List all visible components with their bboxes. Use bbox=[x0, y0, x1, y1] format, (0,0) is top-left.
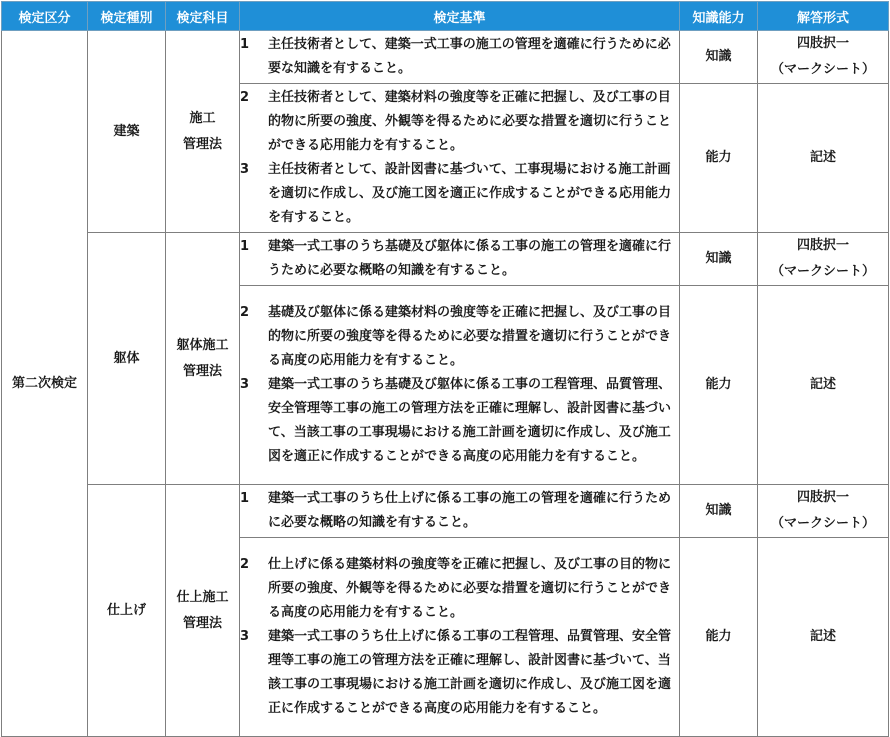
subject-line: 躯体施工 bbox=[176, 337, 229, 353]
subject-cell bbox=[166, 485, 240, 737]
format-line: 四肢択一 bbox=[796, 238, 849, 253]
criterion-number: 1 bbox=[240, 37, 250, 52]
format-cell bbox=[758, 485, 889, 538]
header-row bbox=[2, 2, 889, 31]
criterion-number: 1 bbox=[240, 491, 250, 506]
format-cell bbox=[758, 233, 889, 286]
table-row bbox=[2, 31, 889, 84]
criterion-number: 2 bbox=[240, 305, 250, 320]
format-cell bbox=[758, 31, 889, 84]
table-row bbox=[2, 485, 889, 538]
criterion-text: 主任技術者として、設計図書に基づいて、工事現場における施工計画を適切に作成し、及び施工図を適正に作成することができる応用能力を有すること。 bbox=[268, 162, 672, 225]
format-line: 記述 bbox=[809, 150, 836, 165]
criterion-item bbox=[240, 625, 679, 721]
table-row bbox=[2, 233, 889, 286]
subject-cell bbox=[166, 31, 240, 233]
header-subject: 検定科目 bbox=[166, 2, 240, 31]
criterion-text: 建築一式工事のうち仕上げに係る工事の施工の管理を適確に行うために必要な概略の知識を有すること。 bbox=[268, 491, 672, 530]
criterion-item bbox=[240, 301, 679, 373]
criterion-text: 基礎及び躯体に係る建築材料の強度等を正確に把握し、及び工事の目的物に所要の強度等を得るために必要な措置を適切に行うことができる高度の応用能力を有すること。 bbox=[268, 305, 672, 368]
division-cell: 第二次検定 bbox=[2, 31, 88, 737]
criteria-cell bbox=[240, 31, 680, 84]
ability-cell: 知識 bbox=[680, 485, 758, 538]
criterion-number: 1 bbox=[240, 239, 250, 254]
criteria-cell bbox=[240, 286, 680, 485]
ability-cell: 能力 bbox=[680, 84, 758, 233]
subject-line: 施工 bbox=[189, 110, 216, 126]
format-line: 記述 bbox=[809, 377, 836, 392]
criterion-text: 主任技術者として、建築材料の強度等を正確に把握し、及び工事の目的物に所要の強度、外観等を得るために必要な措置を適切に行うことができる応用能力を有すること。 bbox=[268, 90, 672, 153]
criteria-cell bbox=[240, 84, 680, 233]
ability-cell: 能力 bbox=[680, 538, 758, 737]
criterion-item bbox=[240, 235, 679, 283]
criterion-number: 3 bbox=[240, 162, 250, 177]
criterion-text: 仕上げに係る建築材料の強度等を正確に把握し、及び工事の目的物に所要の強度、外観等を得るために必要な措置を適切に行うことができる高度の応用能力を有すること。 bbox=[268, 557, 672, 620]
header-format: 解答形式 bbox=[758, 2, 889, 31]
format-line: 四肢択一 bbox=[796, 36, 849, 51]
format-line: 記述 bbox=[809, 629, 836, 644]
criterion-item bbox=[240, 553, 679, 625]
criterion-text: 主任技術者として、建築一式工事の施工の管理を適確に行うために必要な知識を有すること。 bbox=[268, 37, 671, 76]
format-cell bbox=[758, 84, 889, 233]
format-line: （マークシート） bbox=[770, 264, 875, 279]
criterion-text: 建築一式工事のうち仕上げに係る工事の工程管理、品質管理、安全管理等工事の施工の管理方法を正確に理解し、設計図書に基づいて、当該工事の工事現場における施工計画を適切に作成し、及び施工図を適正に作成することができる高度の応用能力を有すること。 bbox=[268, 629, 672, 716]
format-line: 四肢択一 bbox=[796, 490, 849, 505]
criterion-text: 建築一式工事のうち基礎及び躯体に係る工事の工程管理、品質管理、安全管理等工事の施工の管理方法を正確に理解し、設計図書に基づいて、当該工事の工事現場における施工計画を適切に作成し、及び施工図を適正に作成することができる高度の応用能力を有すること。 bbox=[268, 377, 672, 464]
criterion-item bbox=[240, 373, 679, 469]
format-line: （マークシート） bbox=[770, 62, 875, 77]
header-criteria: 検定基準 bbox=[240, 2, 680, 31]
exam-criteria-table bbox=[1, 1, 889, 737]
subject-line: 仕上施工 bbox=[176, 589, 229, 605]
criterion-number: 3 bbox=[240, 629, 250, 644]
criterion-number: 3 bbox=[240, 377, 250, 392]
type-cell: 仕上げ bbox=[88, 485, 166, 737]
criterion-item bbox=[240, 33, 679, 81]
criterion-item bbox=[240, 86, 679, 158]
criterion-item bbox=[240, 158, 679, 230]
criterion-number: 2 bbox=[240, 90, 250, 105]
criteria-cell bbox=[240, 233, 680, 286]
header-division: 検定区分 bbox=[2, 2, 88, 31]
format-line: （マークシート） bbox=[770, 516, 875, 531]
header-type: 検定種別 bbox=[88, 2, 166, 31]
criteria-cell bbox=[240, 485, 680, 538]
subject-line: 管理法 bbox=[182, 615, 222, 631]
ability-cell: 能力 bbox=[680, 286, 758, 485]
ability-cell: 知識 bbox=[680, 233, 758, 286]
type-cell: 建築 bbox=[88, 31, 166, 233]
subject-cell bbox=[166, 233, 240, 485]
header-ability: 知識能力 bbox=[680, 2, 758, 31]
format-cell bbox=[758, 286, 889, 485]
subject-line: 管理法 bbox=[182, 136, 222, 152]
criterion-text: 建築一式工事のうち基礎及び躯体に係る工事の施工の管理を適確に行うために必要な概略の知識を有すること。 bbox=[268, 239, 672, 278]
ability-cell: 知識 bbox=[680, 31, 758, 84]
type-cell: 躯体 bbox=[88, 233, 166, 485]
criterion-number: 2 bbox=[240, 557, 250, 572]
criterion-item bbox=[240, 487, 679, 535]
subject-line: 管理法 bbox=[182, 363, 222, 379]
format-cell bbox=[758, 538, 889, 737]
criteria-cell bbox=[240, 538, 680, 737]
